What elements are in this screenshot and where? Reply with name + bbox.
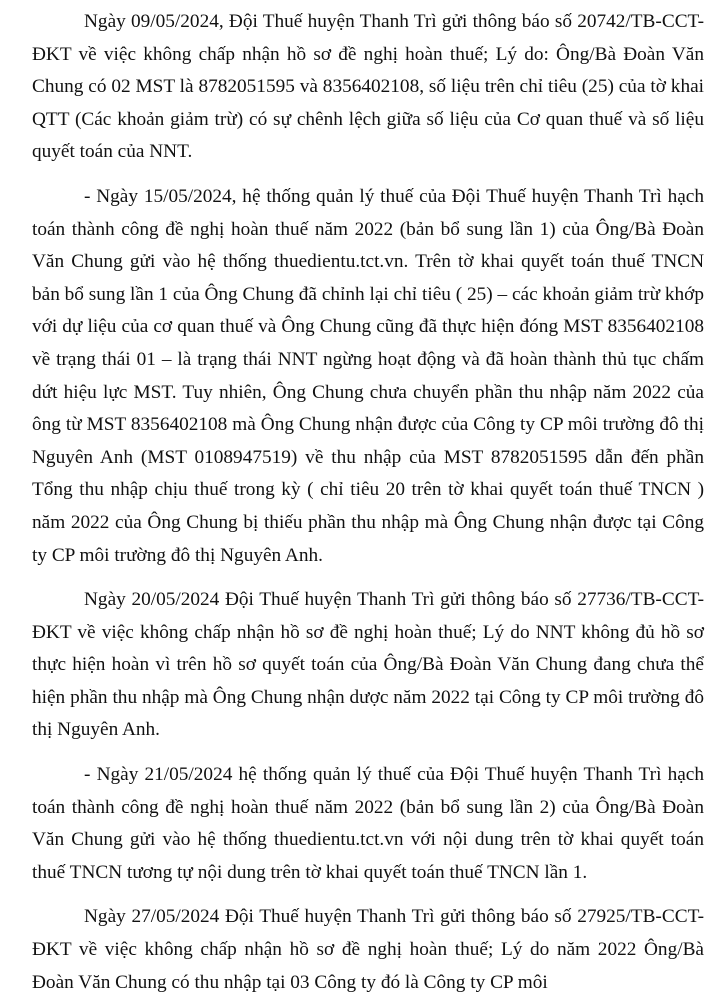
paragraph-5: Ngày 27/05/2024 Đội Thuế huyện Thanh Trì gửi thông báo số 27925/TB-CCT-ĐKT về việc không chấp nhận hồ sơ đề nghị hoàn thuế; Lý do năm 2022 Ông/Bà Đoàn Văn Chung có thu nhập tại 03 Công ty đó là Công ty CP môi bbox=[32, 906, 704, 993]
paragraph-1: Ngày 09/05/2024, Đội Thuế huyện Thanh Trì gửi thông báo số 20742/TB-CCT-ĐKT về việc không chấp nhận hồ sơ đề nghị hoàn thuế; Lý do: Ông/Bà Đoàn Văn Chung có 02 MST là 8782051595 và 8356402108, số liệu trên chỉ tiêu (25) của tờ khai QTT (Các khoản giảm trừ) có sự chênh lệch giữa số liệu của Cơ quan thuế và số liệu quyết toán của NNT. bbox=[32, 11, 704, 163]
paragraph-2: - Ngày 15/05/2024, hệ thống quản lý thuế của Đội Thuế huyện Thanh Trì hạch toán thành công đề nghị hoàn thuế năm 2022 (bản bổ sung lần 1) của Ông/Bà Đoàn Văn Chung gửi vào hệ thống thuedientu.tct.vn. Trên tờ khai quyết toán thuế TNCN bản bổ sung lần 1 của Ông Chung đã chỉnh lại chỉ tiêu ( 25) – các khoản giảm trừ khớp với dự liệu của cơ quan thuế và Ông Chung cũng đã thực hiện đóng MST 8356402108 về trạng thái 01 – là trạng thái NNT ngừng hoạt động và đã hoàn thành thủ tục chấm dứt hiệu lực MST. Tuy nhiên, Ông Chung chưa chuyển phần thu nhập năm 2022 của ông từ MST 8356402108 mà Ông Chung nhận được của Công ty CP môi trường đô thị Nguyên Anh (MST 0108947519) về thu nhập của MST 8782051595 dẫn đến phần Tổng thu nhập chịu thuế trong kỳ ( chỉ tiêu 20 trên tờ khai quyết toán thuế TNCN ) năm 2022 của Ông Chung bị thiếu phần thu nhập mà Ông Chung nhận được tại Công ty CP môi trường đô thị Nguyên Anh. bbox=[32, 185, 704, 566]
paragraph-4: - Ngày 21/05/2024 hệ thống quản lý thuế của Đội Thuế huyện Thanh Trì hạch toán thành công đề nghị hoàn thuế năm 2022 (bản bổ sung lần 2) của Ông/Bà Đoàn Văn Chung gửi vào hệ thống thuedientu.tct.vn với nội dung trên tờ khai quyết toán thuế TNCN tương tự nội dung trên tờ khai quyết toán thuế TNCN lần 1. bbox=[32, 764, 704, 883]
paragraph-3: Ngày 20/05/2024 Đội Thuế huyện Thanh Trì gửi thông báo số 27736/TB-CCT-ĐKT về việc không chấp nhận hồ sơ đề nghị hoàn thuế; Lý do NNT không đủ hồ sơ thực hiện hoàn vì trên hồ sơ quyết toán của Ông/Bà Đoàn Văn Chung đang chưa thể hiện phần thu nhập mà Ông Chung nhận dược năm 2022 tại Công ty CP môi trường đô thị Nguyên Anh. bbox=[32, 589, 704, 741]
document-body bbox=[32, 6, 704, 999]
